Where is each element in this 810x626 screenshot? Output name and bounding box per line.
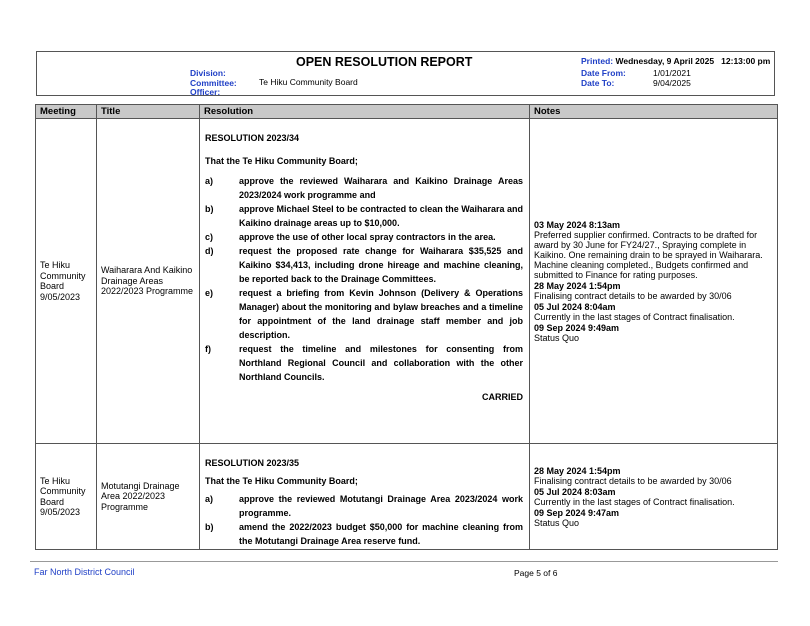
footer-divider: [30, 561, 778, 562]
item-label: d): [205, 246, 214, 256]
item-label: e): [205, 288, 214, 298]
date-to-value: 9/04/2025: [653, 77, 691, 88]
header-resolution: Resolution: [200, 105, 530, 119]
meeting-line: Board: [40, 281, 65, 291]
meeting-line: Te Hiku: [40, 475, 71, 486]
note-date: 28 May 2024 1:54pm: [534, 281, 621, 291]
note-date: 05 Jul 2024 8:03am: [534, 487, 616, 497]
item-text: request the proposed rate change for Waiharara $35,525 and Kaikino $34,413, including drone hireage and machine cleaning, be reported back to the Drainage Committees.: [239, 246, 523, 284]
resolution-title: RESOLUTION 2023/34: [205, 133, 300, 143]
printed-value: Wednesday, 9 April 2025 12:13:00 pm: [615, 56, 771, 66]
resolution-item: [205, 230, 523, 244]
carried-label: CARRIED: [481, 392, 523, 402]
resolution-item: [205, 492, 523, 520]
item-label: a): [205, 494, 214, 504]
date-from-label: Date From:: [581, 68, 626, 78]
meeting-line: Board: [40, 496, 65, 507]
notes-cell: [530, 444, 778, 550]
item-label: b): [205, 522, 214, 532]
item-text: approve Michael Steel to be contracted to clean the Waiharara and Kaikino drainage areas up to $10,000.: [239, 204, 523, 228]
resolution-item: [205, 174, 523, 202]
title-line: Area 2022/2023: [101, 491, 166, 502]
title-line: 2022/2023 Programme: [101, 286, 194, 297]
header-meeting: Meeting: [36, 105, 97, 119]
meeting-cell: [36, 444, 97, 550]
resolution-table: [35, 104, 778, 550]
committee-label: Committee:: [190, 77, 237, 88]
note-date: 03 May 2024 8:13am: [534, 220, 621, 230]
note-text: Finalising contract details to be awarded by 30/06: [534, 291, 732, 301]
resolution-cell: [200, 444, 530, 550]
resolution-item: [205, 202, 523, 230]
footer-organisation: Far North District Council: [34, 567, 135, 577]
note-date: 05 Jul 2024 8:04am: [534, 302, 616, 312]
resolution-item: [205, 286, 523, 342]
date-to-label: Date To:: [581, 77, 615, 88]
note-text: Status Quo: [534, 333, 580, 343]
resolution-item: [205, 342, 523, 384]
meeting-cell: [36, 119, 97, 444]
title-line: Drainage Areas: [101, 275, 164, 286]
committee-value: Te Hiku Community Board: [259, 77, 358, 87]
title-cell: [97, 119, 200, 444]
resolution-item: [205, 520, 523, 548]
item-text: amend the 2022/2023 budget $50,000 for machine cleaning from the Motutangi Drainage Area reserve fund.: [239, 522, 523, 546]
meeting-line: Community: [40, 270, 86, 281]
note-text: Finalising contract details to be awarded by 30/06: [534, 476, 732, 486]
item-text: approve the reviewed Waiharara and Kaikino Drainage Areas 2023/2024 work programme and: [239, 176, 523, 200]
item-label: b): [205, 204, 214, 214]
printed-label: Printed:: [581, 56, 614, 66]
meeting-line: Community: [40, 486, 86, 496]
report-title: OPEN RESOLUTION REPORT: [296, 55, 473, 69]
item-text: approve the reviewed Motutangi Drainage Area 2023/2024 work programme.: [239, 494, 523, 518]
note-date: 09 Sep 2024 9:49am: [534, 323, 620, 333]
meeting-date: 9/05/2023: [40, 507, 81, 517]
note-text: Currently in the last stages of Contract finalisation.: [534, 312, 735, 322]
notes-cell: [530, 119, 778, 444]
resolution-title: RESOLUTION 2023/35: [205, 458, 300, 468]
header-title: Title: [97, 105, 200, 119]
header-notes: Notes: [530, 105, 778, 119]
division-label: Division:: [190, 68, 226, 78]
date-labels: [581, 69, 626, 88]
meeting-line: Te Hiku: [40, 260, 71, 270]
date-values: [653, 69, 691, 88]
title-line: Waiharara And Kaikino: [101, 265, 193, 276]
meeting-date: 9/05/2023: [40, 291, 81, 302]
item-text: request the timeline and milestones for consenting from Northland Regional Council and collaboration with the other Northland Councils.: [239, 344, 523, 382]
resolution-cell: [200, 119, 530, 444]
resolution-intro: That the Te Hiku Community Board;: [205, 156, 358, 166]
note-text: Currently in the last stages of Contract finalisation.: [534, 497, 735, 507]
header-labels: [190, 69, 237, 98]
title-line: Programme: [101, 501, 149, 512]
item-label: a): [205, 176, 214, 186]
printed-line: [581, 56, 770, 66]
table-header-row: [36, 105, 778, 119]
page-number: Page 5 of 6: [514, 568, 558, 578]
title-line: Motutangi Drainage: [101, 480, 180, 491]
note-date: 09 Sep 2024 9:47am: [534, 508, 620, 518]
item-text: approve the use of other local spray contractors in the area.: [239, 232, 496, 242]
item-label: c): [205, 232, 214, 242]
table-row: [36, 119, 778, 444]
date-from-value: 1/01/2021: [653, 68, 691, 78]
resolution-intro: That the Te Hiku Community Board;: [205, 476, 358, 486]
note-date: 28 May 2024 1:54pm: [534, 466, 621, 476]
note-text: Status Quo: [534, 518, 580, 528]
title-cell: [97, 444, 200, 550]
table-row: [36, 444, 778, 550]
note-text: Preferred supplier confirmed. Contracts to be drafted for award by 30 June for FY24/27., Spraying complete in Kaikino. One remaining drain to be sprayed in Waiharara. Machine cleaning completed., Budgets confirmed and submitted to Finance for rating purposes.: [534, 230, 763, 280]
item-label: f): [205, 344, 211, 354]
item-text: request a briefing from Kevin Johnson (Delivery & Operations Manager) about the monitoring and bylaw breaches and a timeline for appointment of the land drainage staff member and job description.: [239, 288, 523, 340]
officer-label: Officer:: [190, 87, 221, 97]
resolution-item: [205, 244, 523, 286]
